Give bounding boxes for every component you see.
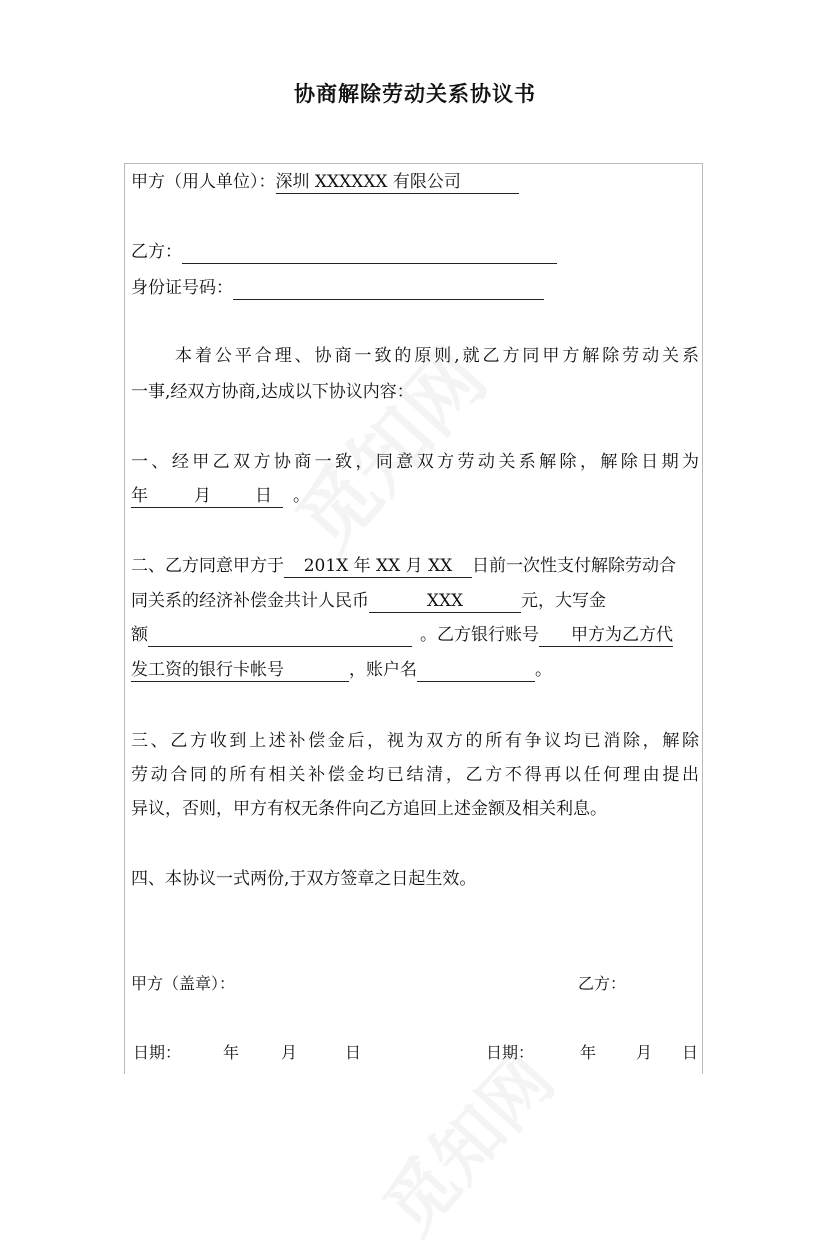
clause3-line-2: 劳动合同的所有相关补偿金均已结清，乙方不得再以任何理由提出 — [131, 765, 699, 785]
intro-line-2: 一事,经双方协商,达成以下协议内容： — [131, 382, 414, 402]
clause1-line-2: 年 月 日 。 — [131, 486, 310, 506]
party-b-row — [131, 240, 557, 264]
id-number-label: 身份证号码： — [131, 278, 233, 298]
party-b-label: 乙方： — [131, 242, 182, 262]
amount-field[interactable]: XXX — [369, 590, 521, 613]
document-title: 协商解除劳动关系协议书 — [294, 82, 536, 106]
account-name-field[interactable] — [417, 659, 535, 682]
payment-date-field[interactable]: 201X 年 XX 月 XX — [284, 555, 472, 578]
party-b-field[interactable] — [182, 241, 557, 264]
party-b-sign-label: 乙方： — [578, 974, 627, 993]
clause2-line-3: 额 。乙方银行账号 甲方为乙方代 — [131, 625, 673, 645]
bank-account-field-2[interactable]: 发工资的银行卡帐号 — [131, 659, 349, 682]
party-b-date-row: 日期： 年 月 日 — [486, 1043, 699, 1062]
party-a-label: 甲方（用人单位）： — [131, 172, 276, 192]
clause3-line-3: 异议，否则，甲方有权无条件向乙方追回上述金额及相关利息。 — [131, 799, 607, 819]
intro-line-1: 本着公平合理、协商一致的原则,就乙方同甲方解除劳动关系 — [175, 346, 699, 366]
clause2-line-1: 二、乙方同意甲方于 201X 年 XX 月 XX 日前一次性支付解除劳动合 — [131, 556, 676, 576]
clause2-line-2: 同关系的经济补偿金共计人民币 XXX 元，大写金 — [131, 591, 606, 611]
clause3-line-1: 三、乙方收到上述补偿金后，视为双方的所有争议均已消除，解除 — [131, 731, 699, 751]
termination-date-field[interactable]: 年 月 日 — [131, 485, 283, 508]
party-a-seal-label: 甲方（盖章）： — [131, 974, 236, 993]
party-a-date-row: 日期： 年 月 日 — [133, 1043, 362, 1062]
id-number-row — [131, 276, 544, 300]
bank-account-field-1[interactable]: 甲方为乙方代 — [539, 624, 673, 647]
clause4-line-1: 四、本协议一式两份,于双方签章之日起生效。 — [131, 869, 477, 889]
clause2-line-4: 发工资的银行卡帐号 ，账户名 。 — [131, 660, 552, 680]
clause1-line-1: 一、经甲乙双方协商一致，同意双方劳动关系解除，解除日期为 — [131, 452, 699, 472]
amount-in-words-field[interactable] — [148, 624, 412, 647]
party-a-value[interactable]: 深圳 XXXXXX 有限公司 — [276, 171, 519, 194]
id-number-field[interactable] — [233, 277, 544, 300]
party-a-row — [131, 170, 519, 194]
